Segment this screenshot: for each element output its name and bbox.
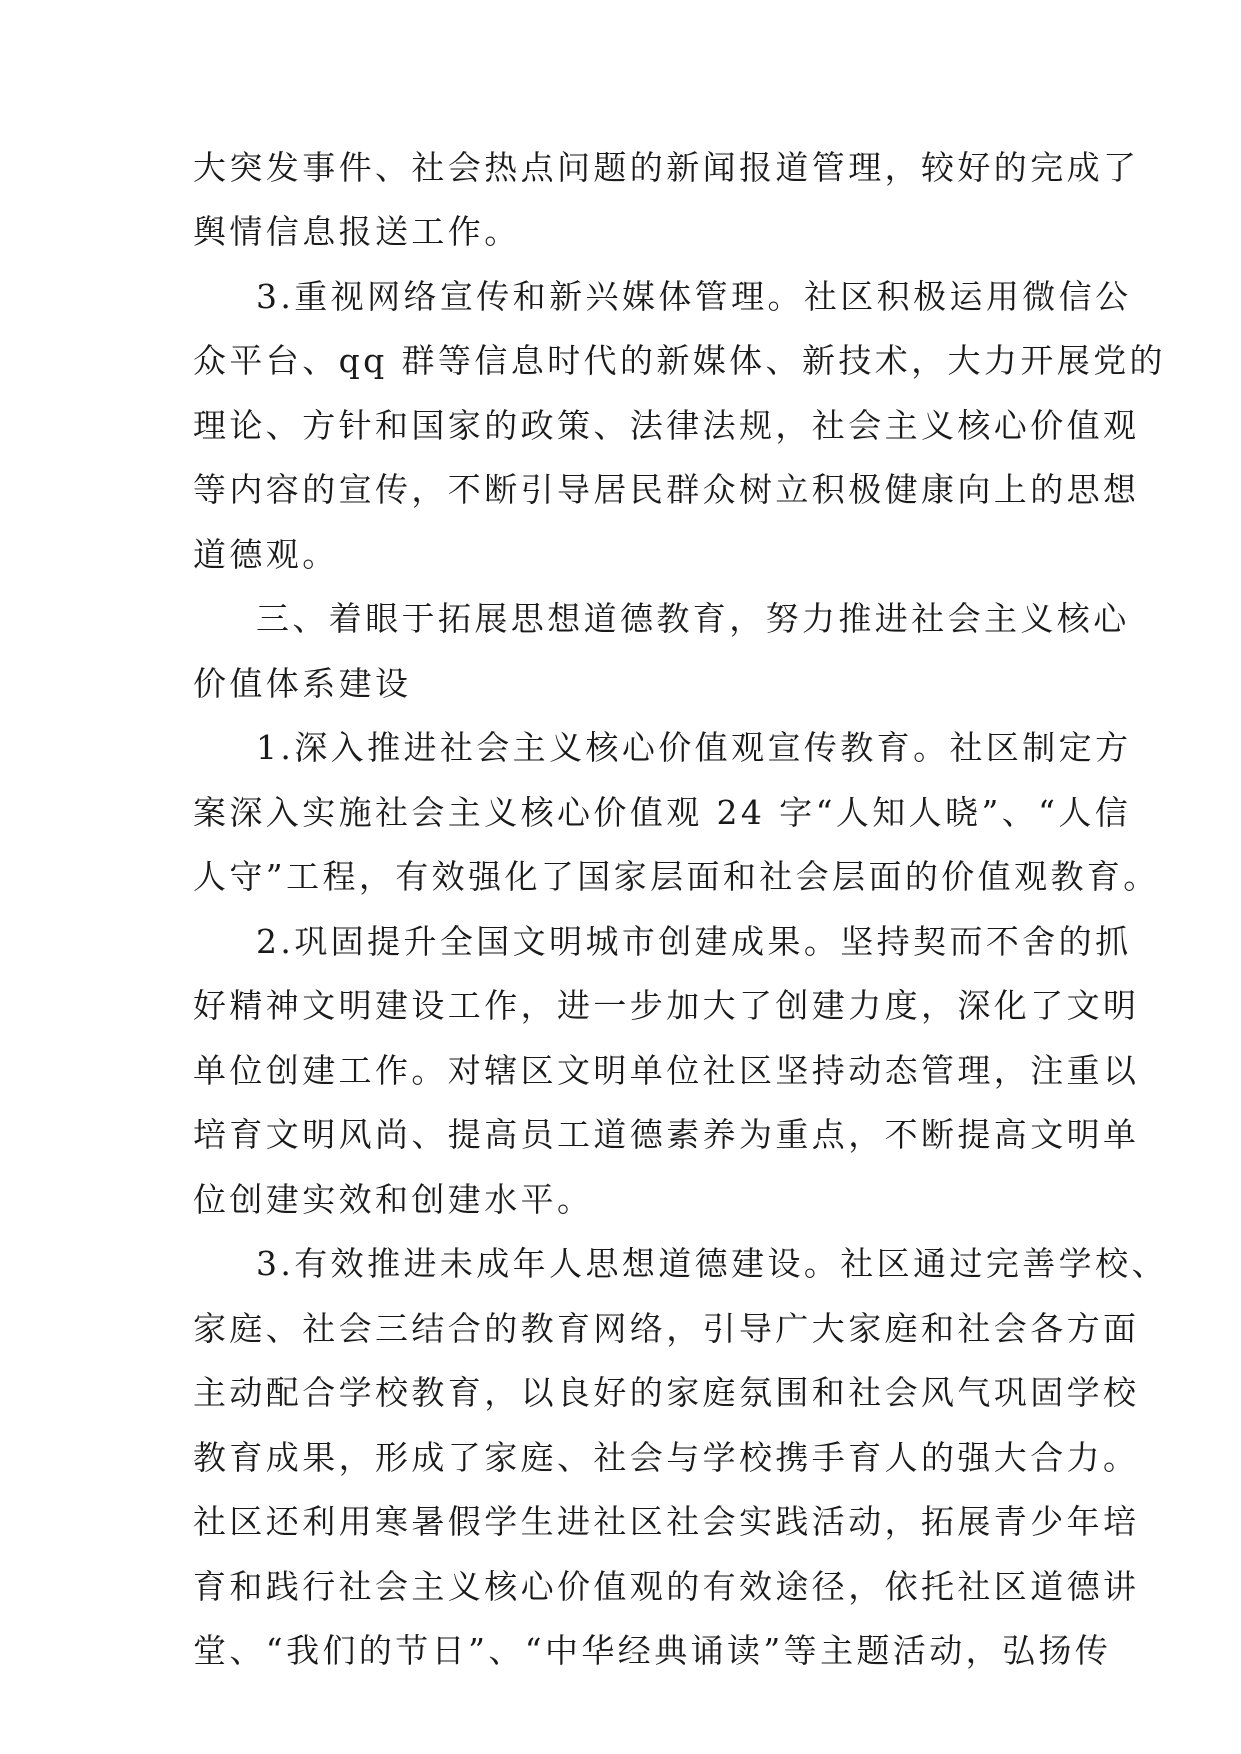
text-line: 主动配合学校教育，以良好的家庭氛围和社会风气巩固学校: [193, 1373, 1140, 1412]
text-line: 位创建实效和创建水平。: [193, 1180, 594, 1219]
text-line: 教育成果，形成了家庭、社会与学校携手育人的强大合力。: [193, 1438, 1140, 1477]
text-line: 育和践行社会主义核心价值观的有效途径，依托社区道德讲: [193, 1567, 1140, 1606]
paragraph-start-line: 3.有效推进未成年人思想道德建设。社区通过完善学校、: [256, 1244, 1168, 1283]
text-line: 道德观。: [193, 535, 339, 574]
text-line: 大突发事件、社会热点问题的新闻报道管理，较好的完成了: [193, 148, 1140, 187]
text-line: 案深入实施社会主义核心价值观 24 字“人知人晓”、“人信: [193, 793, 1132, 832]
text-line: 等内容的宣传，不断引导居民群众树立积极健康向上的思想: [193, 470, 1140, 509]
text-line: 家庭、社会三结合的教育网络，引导广大家庭和社会各方面: [193, 1309, 1140, 1348]
text-line: 众平台、qq 群等信息时代的新媒体、新技术，大力开展党的: [193, 341, 1166, 380]
text-line: 培育文明风尚、提高员工道德素养为重点，不断提高文明单: [193, 1115, 1140, 1154]
text-line: 社区还利用寒暑假学生进社区社会实践活动，拓展青少年培: [193, 1502, 1140, 1541]
paragraph-start-line: 3.重视网络宣传和新兴媒体管理。社区积极运用微信公: [256, 277, 1132, 316]
text-line: 人守”工程，有效强化了国家层面和社会层面的价值观教育。: [193, 857, 1160, 896]
text-line: 舆情信息报送工作。: [193, 212, 521, 251]
text-line: 堂、“我们的节日”、“中华经典诵读”等主题活动，弘扬传: [193, 1631, 1112, 1670]
section-heading-line: 价值体系建设: [193, 664, 412, 703]
section-heading-line: 三、着眼于拓展思想道德教育，努力推进社会主义核心: [256, 599, 1130, 638]
text-line: 理论、方针和国家的政策、法律法规，社会主义核心价值观: [193, 406, 1140, 445]
text-line: 单位创建工作。对辖区文明单位社区坚持动态管理，注重以: [193, 1051, 1140, 1090]
text-line: 好精神文明建设工作，进一步加大了创建力度，深化了文明: [193, 986, 1140, 1025]
paragraph-start-line: 2.巩固提升全国文明城市创建成果。坚持契而不舍的抓: [256, 922, 1132, 961]
paragraph-start-line: 1.深入推进社会主义核心价值观宣传教育。社区制定方: [256, 728, 1132, 767]
